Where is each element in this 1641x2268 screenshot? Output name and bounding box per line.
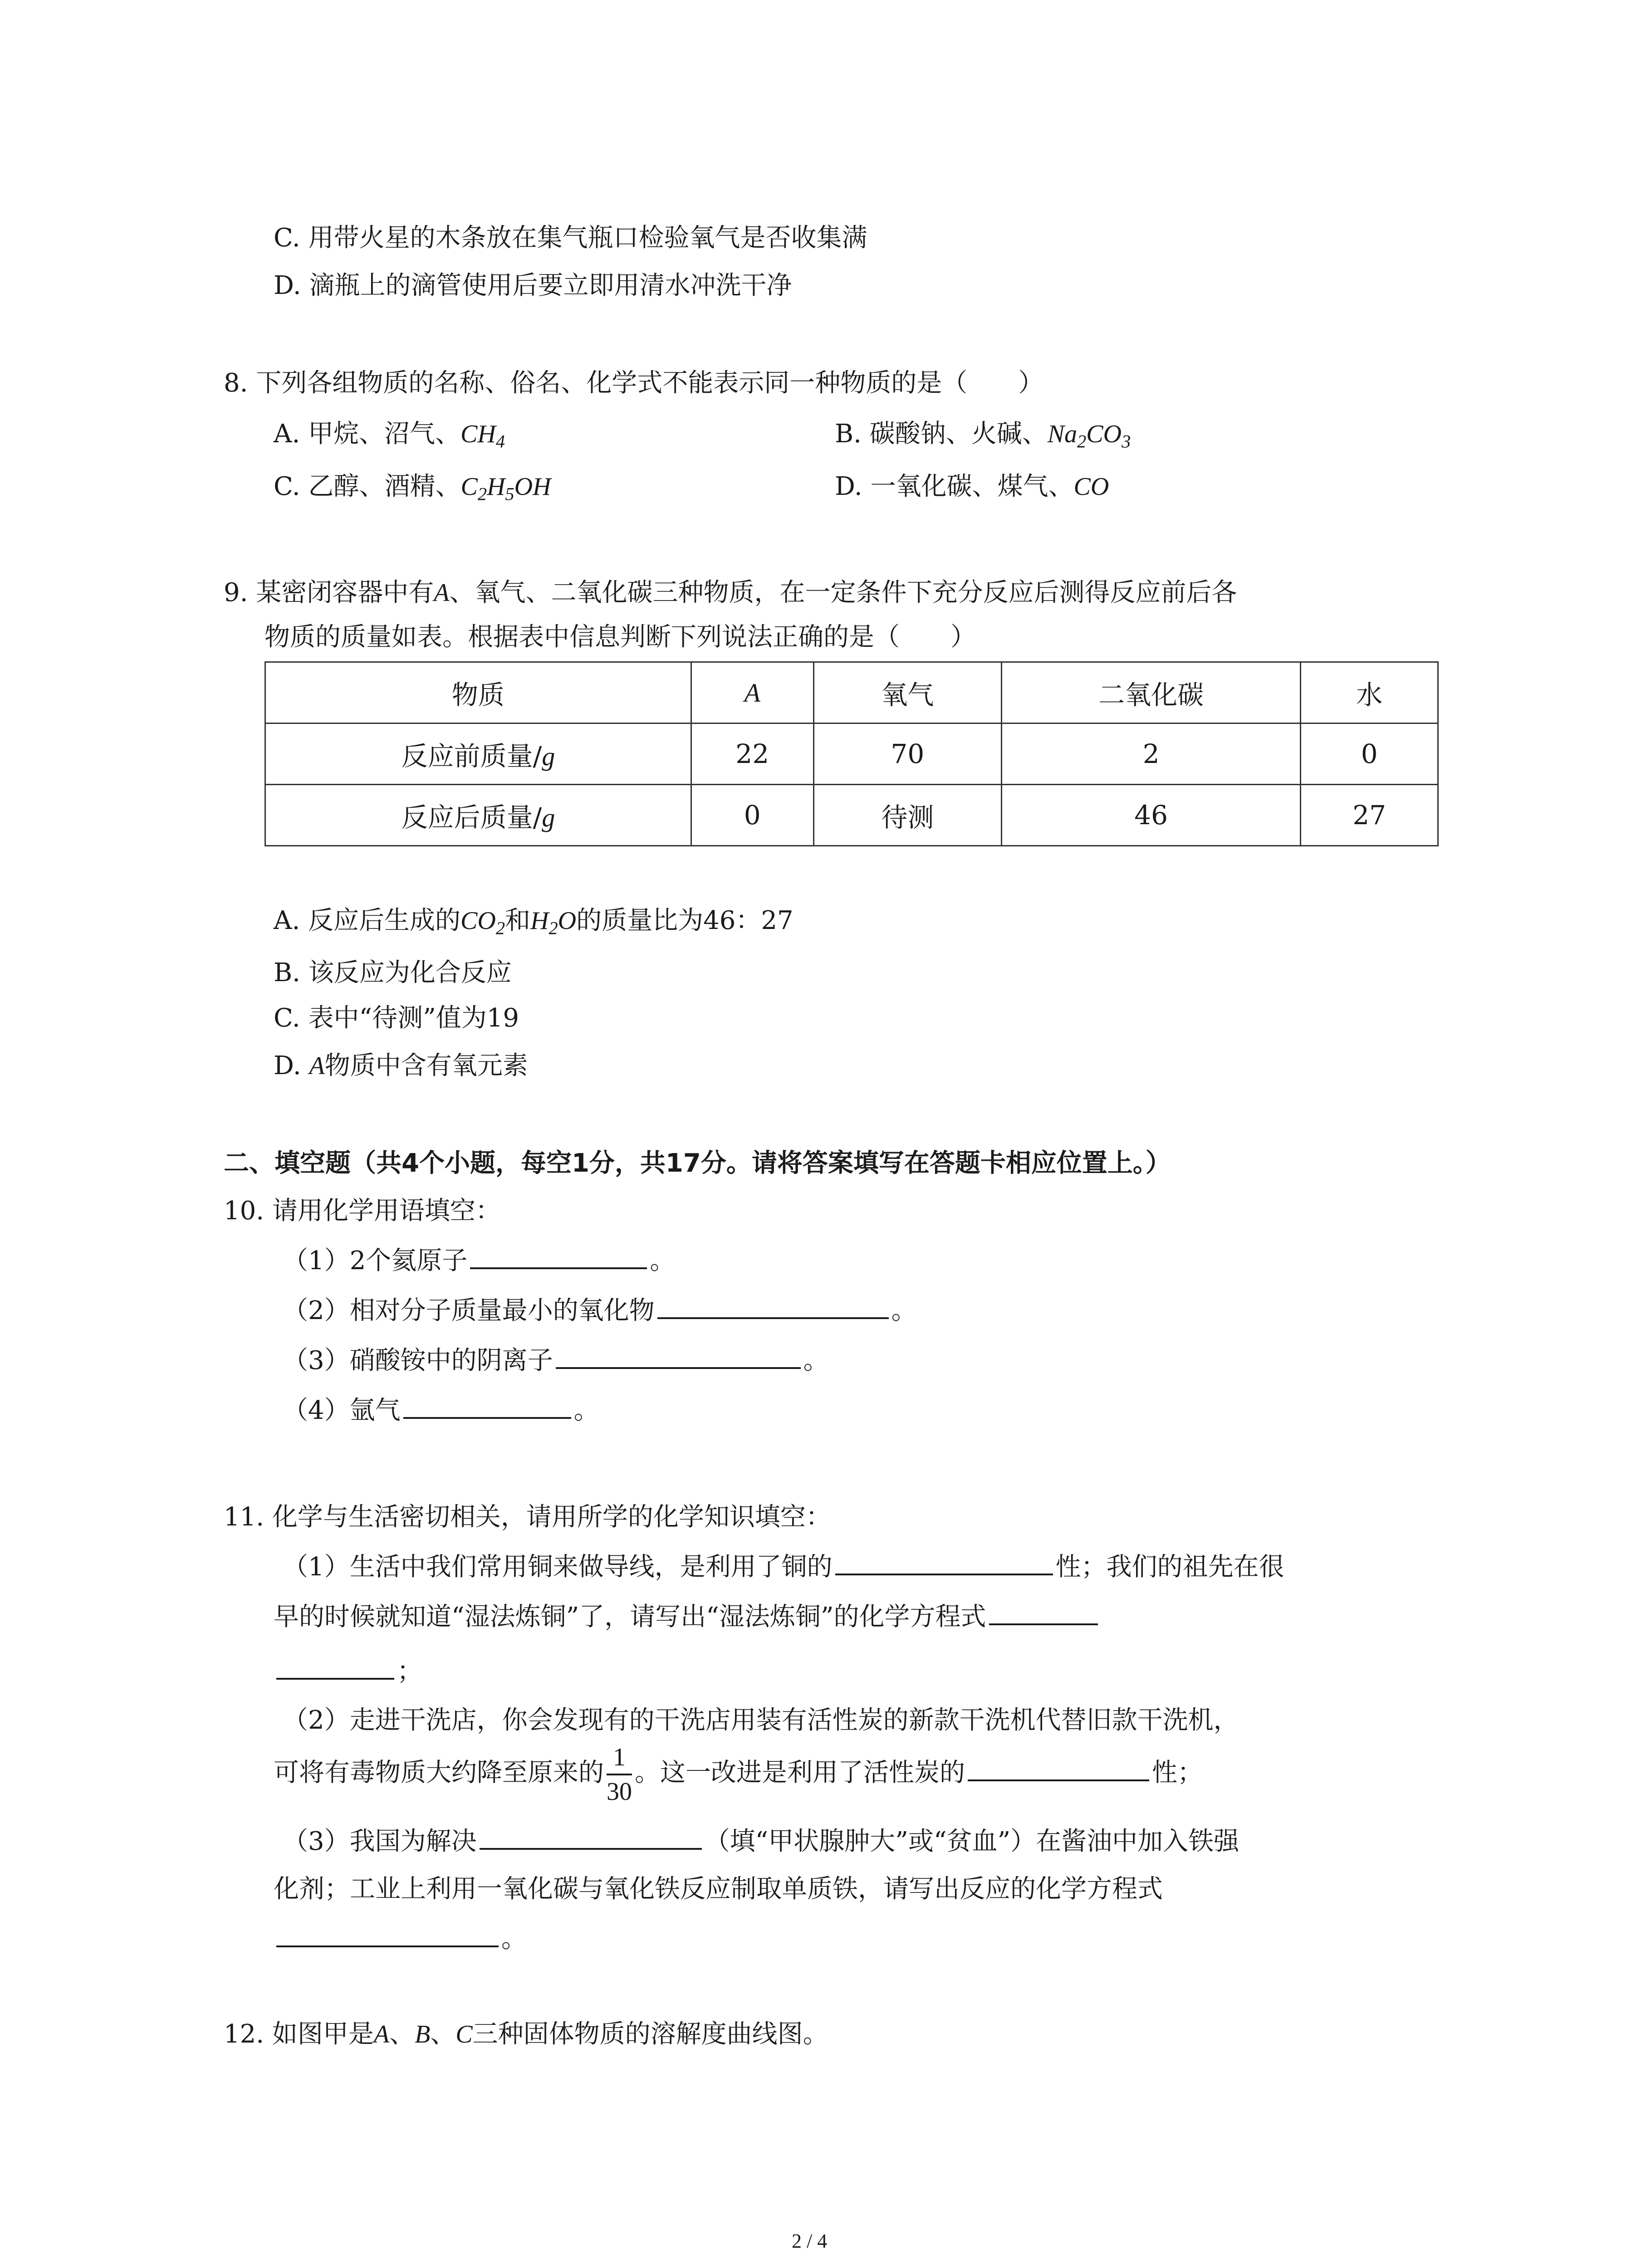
table-header-row	[265, 662, 1438, 723]
answer-blank[interactable]	[657, 1294, 889, 1319]
q8-option-d: D. 一氧化碳、煤气、CO	[835, 472, 1109, 501]
q10-item-4: （4）氩气 。	[283, 1390, 599, 1427]
q11-part1-line1: （1）生活中我们常用铜来做导线，是利用了铜的 性；我们的祖先在很	[283, 1547, 1284, 1583]
q10-stem: 10. 请用化学用语填空：	[224, 1196, 501, 1226]
q7-option-d: D. 滴瓶上的滴管使用后要立即用清水冲洗干净	[274, 271, 792, 300]
answer-blank[interactable]	[556, 1344, 801, 1369]
q8-stem: 8. 下列各组物质的名称、俗名、化学式不能表示同一种物质的是（ ）	[224, 368, 1044, 398]
table-cell: 2	[1002, 723, 1301, 785]
table-cell: 待测	[813, 785, 1002, 846]
answer-blank[interactable]	[989, 1600, 1098, 1625]
q8-option-c: C. 乙醇、酒精、$C_2H_5OH$	[274, 472, 551, 504]
table-cell: 27	[1301, 785, 1438, 846]
q11-part3-line1: （3）我国为解决 （填“甲状腺肿大”或“贫血”）在酱油中加入铁强	[283, 1821, 1239, 1857]
q9-stem-line1: 9. 某密闭容器中有A、氧气、二氧化碳三种物质，在一定条件下充分反应后测得反应前后各	[224, 578, 1237, 607]
table-cell: 46	[1002, 785, 1301, 846]
q11-stem: 11. 化学与生活密切相关，请用所学的化学知识填空：	[224, 1502, 831, 1532]
q10-item-1: （1）2个氦原子 。	[283, 1241, 675, 1277]
table-cell: 0	[691, 785, 813, 846]
table-header-cell: 物质	[265, 662, 691, 723]
q9-option-b: B. 该反应为化合反应	[274, 958, 512, 987]
table-row	[265, 785, 1438, 846]
q9-option-d: D. A物质中含有氧元素	[274, 1051, 528, 1080]
table-header-cell: 水	[1301, 662, 1438, 723]
page-number: 2 / 4	[792, 2230, 828, 2252]
table-header-cell: A	[691, 662, 813, 723]
answer-blank[interactable]	[403, 1393, 571, 1419]
table-header-cell: 二氧化碳	[1002, 662, 1301, 723]
answer-blank[interactable]	[968, 1756, 1149, 1781]
q12-stem: 12. 如图甲是A、B、C三种固体物质的溶解度曲线图。	[224, 2019, 828, 2049]
q11-part2-line2: 可将有毒物质大约降至原来的 $\frac{1}{30}$ 。这一改进是利用了活性炭的 性；	[274, 1741, 1203, 1808]
table-header-cell: 氧气	[813, 662, 1002, 723]
q11-part3-line3: 。	[274, 1919, 527, 1955]
q11-part1-line2: 早的时候就知道“湿法炼铜”了，请写出“湿法炼铜”的化学方程式	[274, 1597, 1101, 1633]
q9-option-a: A. 反应后生成的$CO_2$和$H_2O$的质量比为46：27	[274, 906, 794, 938]
fraction: $\frac{1}{30}$	[607, 1741, 632, 1808]
answer-blank[interactable]	[480, 1824, 702, 1850]
q11-part3-line2: 化剂；工业上利用一氧化碳与氧化铁反应制取单质铁，请写出反应的化学方程式	[274, 1874, 1163, 1904]
table-cell: 0	[1301, 723, 1438, 785]
q10-item-2: （2）相对分子质量最小的氧化物 。	[283, 1290, 917, 1327]
mass-table	[265, 661, 1439, 846]
table-cell: 反应前质量/g	[265, 723, 691, 785]
table-cell: 反应后质量/g	[265, 785, 691, 846]
q8-option-a: A. 甲烷、沼气、$CH_4$	[274, 419, 505, 452]
table-cell: 70	[813, 723, 1002, 785]
table-cell: 22	[691, 723, 813, 785]
table-row	[265, 723, 1438, 785]
q11-part1-line3: ；	[274, 1651, 422, 1687]
answer-blank[interactable]	[835, 1550, 1053, 1575]
q9-option-c: C. 表中“待测”值为19	[274, 1003, 519, 1033]
answer-blank[interactable]	[470, 1244, 647, 1269]
q11-part2-line1: （2）走进干洗店，你会发现有的干洗店用装有活性炭的新款干洗机代替旧款干洗机，	[283, 1706, 1239, 1735]
section-title: 二、填空题（共4个小题，每空1分，共17分。请将答案填写在答题卡相应位置上。）	[224, 1149, 1171, 1178]
q8-option-b: B. 碳酸钠、火碱、$Na_2CO_3$	[835, 419, 1131, 452]
q7-option-c: C. 用带火星的木条放在集气瓶口检验氧气是否收集满	[274, 223, 867, 253]
answer-blank[interactable]	[276, 1654, 394, 1680]
q9-stem-line2: 物质的质量如表。根据表中信息判断下列说法正确的是（ ）	[265, 622, 976, 652]
answer-blank[interactable]	[276, 1922, 499, 1947]
q10-item-3: （3）硝酸铵中的阴离子 。	[283, 1340, 829, 1377]
